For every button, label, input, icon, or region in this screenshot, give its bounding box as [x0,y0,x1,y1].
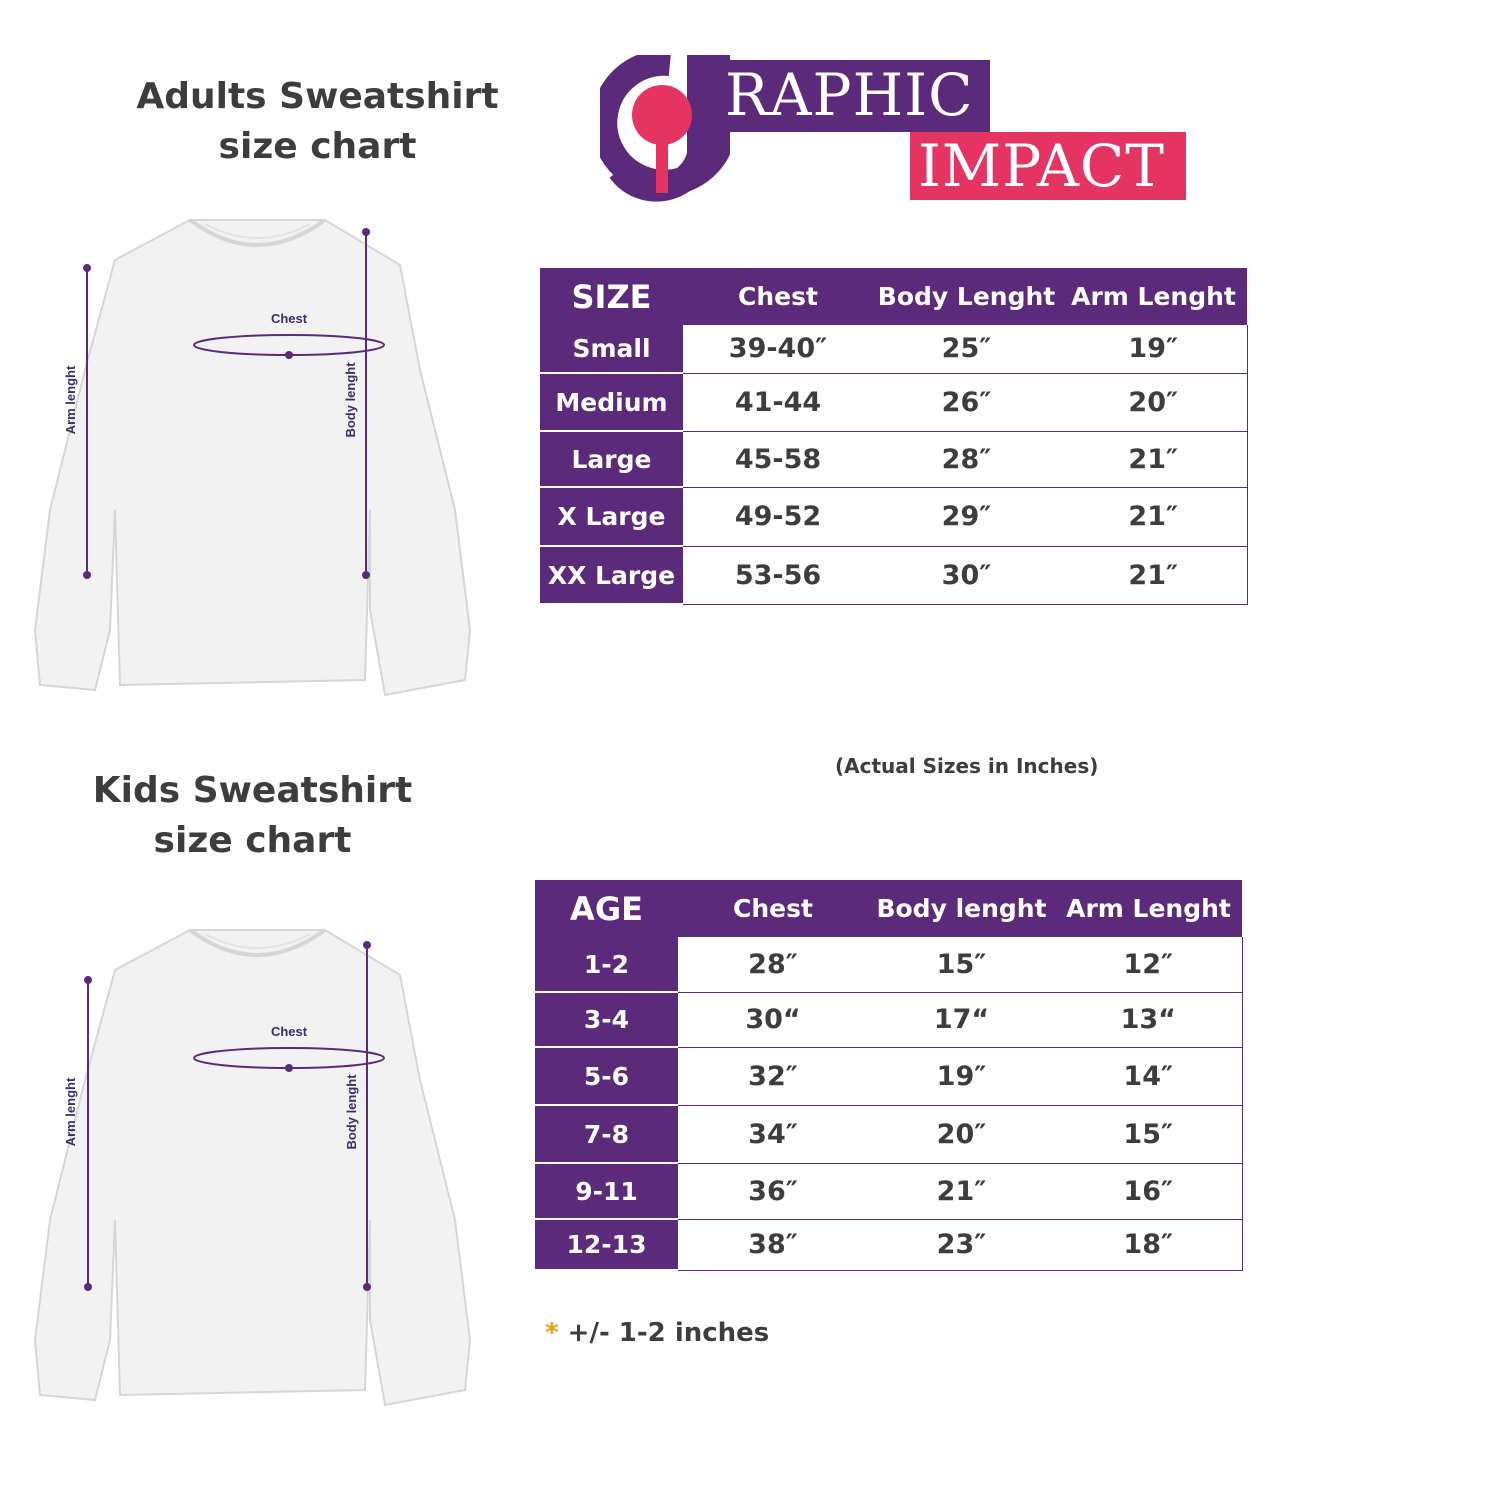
table-row [535,1105,1242,1163]
table-row [535,1163,1242,1219]
body-value: 17“ [868,992,1055,1047]
arm-value: 16″ [1055,1163,1242,1219]
tolerance-footnote [545,1318,769,1348]
graphic-impact-logo [600,55,1200,205]
logo-text-line2: IMPACT [918,132,1165,200]
kids-size-table [535,880,1243,1271]
arm-value: 15″ [1055,1105,1242,1163]
arm-value: 21″ [1060,431,1247,487]
age-label: 9-11 [535,1163,678,1219]
body-value: 30″ [873,546,1060,604]
adults-chest-label: Chest [270,311,308,326]
chest-value: 28″ [678,937,868,992]
chest-value: 41-44 [683,373,873,431]
adults-shirt-body [35,220,470,695]
arm-value: 18″ [1055,1219,1242,1270]
chest-value: 39-40″ [683,325,873,373]
table-row [540,373,1247,431]
table-row [540,431,1247,487]
size-label: Large [540,431,683,487]
size-label: Medium [540,373,683,431]
kids-heading-line2: size chart [153,820,352,861]
kids-header-row [535,880,1242,937]
table-row [535,937,1242,992]
logo-text-line1: RAPHIC [725,61,974,129]
kids-chest-label: Chest [270,1024,308,1039]
adults-arm-label: Arm lenght [63,365,78,435]
body-value: 25″ [873,325,1060,373]
body-value: 28″ [873,431,1060,487]
chest-value: 36″ [678,1163,868,1219]
adults-sweatshirt-diagram [25,210,475,710]
body-value: 20″ [868,1105,1055,1163]
arm-value: 13“ [1055,992,1242,1047]
adults-header-row [540,268,1247,325]
kids-arm-label: Arm lenght [63,1077,78,1147]
adults-header-arm: Arm Lenght [1060,268,1247,325]
kids-sweatshirt-diagram [25,920,475,1420]
adults-header-chest: Chest [683,268,873,325]
adults-heading [120,72,515,172]
kids-shirt-body [35,930,470,1405]
body-value: 26″ [873,373,1060,431]
adults-size-table [540,268,1248,605]
size-label: X Large [540,487,683,546]
chest-value: 30“ [678,992,868,1047]
kids-header-arm: Arm Lenght [1055,880,1242,937]
table-row [535,1219,1242,1270]
arm-value: 21″ [1060,487,1247,546]
arm-value: 14″ [1055,1047,1242,1105]
adults-header-size: SIZE [540,268,683,325]
chest-value: 38″ [678,1219,868,1270]
footnote-text: +/- 1-2 inches [567,1318,770,1348]
age-label: 5-6 [535,1047,678,1105]
arm-value: 19″ [1060,325,1247,373]
kids-heading-line1: Kids Sweatshirt [92,770,413,811]
chest-value: 49-52 [683,487,873,546]
size-label: XX Large [540,546,683,604]
size-label: Small [540,325,683,373]
table-row [540,546,1247,604]
table-row [540,487,1247,546]
kids-header-age: AGE [535,880,678,937]
kids-heading [70,766,435,866]
adults-heading-line1: Adults Sweatshirt [136,76,499,117]
age-label: 3-4 [535,992,678,1047]
body-value: 23″ [868,1219,1055,1270]
age-label: 7-8 [535,1105,678,1163]
body-value: 15″ [868,937,1055,992]
body-value: 19″ [868,1047,1055,1105]
arm-value: 20″ [1060,373,1247,431]
table-row [535,1047,1242,1105]
table-row [535,992,1242,1047]
table-row [540,325,1247,373]
body-value: 21″ [868,1163,1055,1219]
chest-value: 32″ [678,1047,868,1105]
arm-value: 12″ [1055,937,1242,992]
chest-value: 45-58 [683,431,873,487]
chest-value: 34″ [678,1105,868,1163]
age-label: 12-13 [535,1219,678,1270]
adults-heading-line2: size chart [218,126,417,167]
chest-value: 53-56 [683,546,873,604]
kids-header-chest: Chest [678,880,868,937]
footnote-star: * [545,1318,559,1348]
units-note: (Actual Sizes in Inches) [835,754,1099,778]
kids-header-body: Body lenght [868,880,1055,937]
adults-header-body: Body Lenght [873,268,1060,325]
arm-value: 21″ [1060,546,1247,604]
logo-g-mark-icon [600,55,730,205]
body-value: 29″ [873,487,1060,546]
age-label: 1-2 [535,937,678,992]
adults-body-label: Body lenght [343,362,358,438]
kids-body-label: Body lenght [344,1074,359,1150]
